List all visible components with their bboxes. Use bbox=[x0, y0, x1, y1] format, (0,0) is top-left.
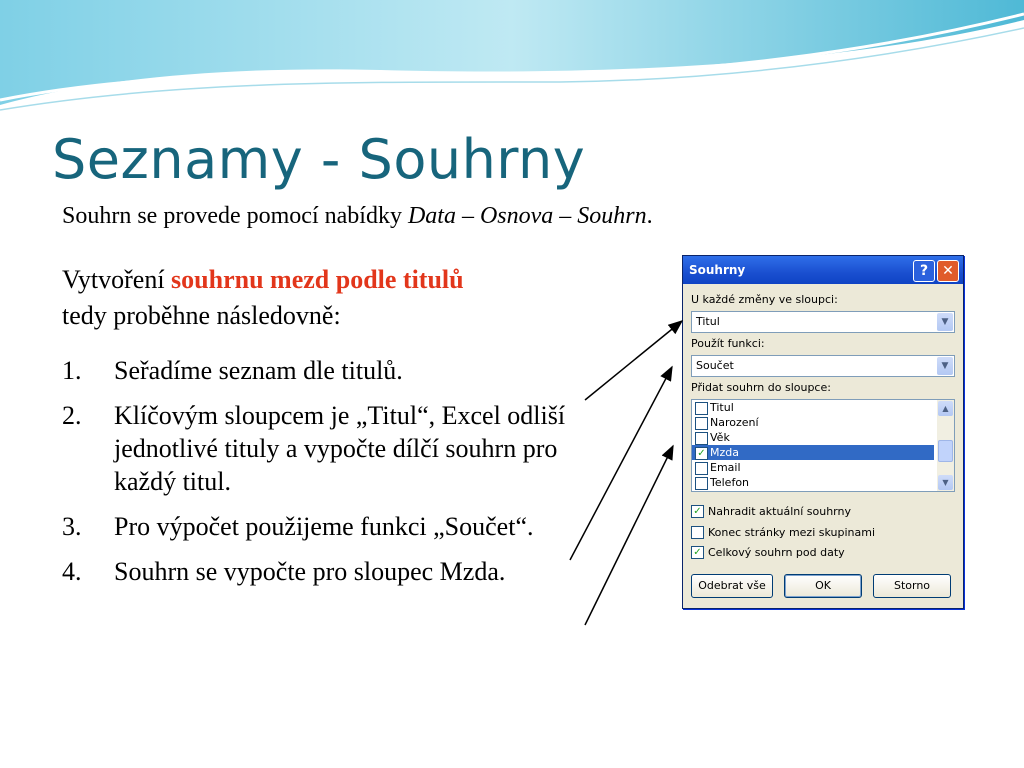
steps-list bbox=[62, 354, 622, 600]
list-item-mzda[interactable] bbox=[692, 445, 934, 460]
list-item-label: Titul bbox=[710, 401, 734, 414]
list-text: Souhrn se vypočte pro sloupec Mzda. bbox=[114, 557, 506, 586]
list-item-narozeni[interactable] bbox=[692, 415, 934, 430]
option-label: Konec stránky mezi skupinami bbox=[708, 526, 876, 539]
list-item bbox=[62, 399, 622, 498]
checkbox-checked[interactable]: ✓ bbox=[695, 447, 708, 460]
list-item bbox=[62, 354, 622, 387]
list-item-titul[interactable] bbox=[692, 400, 934, 415]
listbox-scrollbar[interactable] bbox=[937, 400, 954, 491]
list-item bbox=[62, 510, 622, 543]
help-button[interactable]: ? bbox=[913, 260, 935, 282]
slide-title: Seznamy - Souhrny bbox=[52, 128, 586, 191]
list-text: Pro výpočet použijeme funkci „Součet“. bbox=[114, 512, 534, 541]
grand-total-option[interactable] bbox=[691, 545, 845, 560]
label-add-subtotal: Přidat souhrn do sloupce: bbox=[691, 381, 831, 394]
list-number: 3. bbox=[62, 512, 82, 541]
list-item bbox=[62, 555, 622, 588]
list-item-telefon[interactable] bbox=[692, 475, 934, 490]
list-text: Seřadíme seznam dle titulů. bbox=[114, 356, 403, 385]
intro-highlight: souhrnu mezd podle titulů bbox=[171, 265, 464, 294]
checkbox-checked[interactable]: ✓ bbox=[691, 505, 704, 518]
list-item-email[interactable] bbox=[692, 460, 934, 475]
subtitle-text: Souhrn se provede pomocí nabídky bbox=[62, 203, 408, 229]
scroll-up-icon[interactable]: ▲ bbox=[938, 401, 953, 416]
subtitle-menu-path: Data – Osnova – Souhrn bbox=[407, 203, 647, 229]
label-each-change: U každé změny ve sloupci: bbox=[691, 293, 838, 306]
subtotal-dialog bbox=[682, 255, 964, 609]
use-function-combo[interactable] bbox=[691, 355, 955, 377]
scroll-thumb[interactable] bbox=[938, 440, 953, 462]
chevron-down-icon[interactable]: ▼ bbox=[937, 313, 953, 331]
list-number: 1. bbox=[62, 356, 82, 385]
checkbox[interactable] bbox=[695, 462, 708, 475]
checkbox[interactable] bbox=[695, 477, 708, 490]
dialog-title: Souhrny bbox=[689, 263, 746, 277]
dialog-title-bar[interactable] bbox=[683, 256, 963, 284]
checkbox-checked[interactable]: ✓ bbox=[691, 546, 704, 559]
checkbox[interactable] bbox=[695, 432, 708, 445]
option-label: Nahradit aktuální souhrny bbox=[708, 505, 851, 518]
list-item-vek[interactable] bbox=[692, 430, 934, 445]
list-item-label: Narození bbox=[710, 416, 759, 429]
intro-text: Vytvoření bbox=[62, 265, 172, 294]
chevron-down-icon[interactable]: ▼ bbox=[937, 357, 953, 375]
add-subtotal-listbox[interactable] bbox=[691, 399, 955, 492]
close-button[interactable]: ✕ bbox=[937, 260, 959, 282]
scroll-down-icon[interactable]: ▼ bbox=[938, 475, 953, 490]
list-item-label: Email bbox=[710, 461, 741, 474]
ok-button[interactable]: OK bbox=[784, 574, 862, 598]
each-change-combo[interactable] bbox=[691, 311, 955, 333]
label-use-function: Použít funkci: bbox=[691, 337, 765, 350]
each-change-value: Titul bbox=[696, 315, 720, 328]
list-item-label: Věk bbox=[710, 431, 730, 444]
header-wave-decoration bbox=[0, 0, 1024, 120]
checkbox[interactable] bbox=[691, 526, 704, 539]
remove-all-button[interactable]: Odebrat vše bbox=[691, 574, 773, 598]
page-break-option[interactable] bbox=[691, 525, 875, 540]
intro-paragraph bbox=[62, 262, 622, 334]
list-number: 2. bbox=[62, 401, 82, 430]
subtitle-end: . bbox=[646, 203, 653, 229]
replace-subtotals-option[interactable] bbox=[691, 504, 851, 519]
option-label: Celkový souhrn pod daty bbox=[708, 546, 845, 559]
checkbox[interactable] bbox=[695, 417, 708, 430]
list-item-label: Mzda bbox=[710, 446, 739, 459]
cancel-button[interactable]: Storno bbox=[873, 574, 951, 598]
list-text: Klíčovým sloupcem je „Titul“, Excel odliší jednotlivé tituly a vypočte dílčí souhrn pro každý titul. bbox=[114, 401, 566, 496]
intro-end: tedy proběhne následovně: bbox=[62, 301, 341, 330]
list-item-label: Telefon bbox=[710, 476, 750, 489]
slide-subtitle bbox=[62, 203, 653, 230]
list-number: 4. bbox=[62, 557, 82, 586]
checkbox[interactable] bbox=[695, 402, 708, 415]
use-function-value: Součet bbox=[696, 359, 734, 372]
